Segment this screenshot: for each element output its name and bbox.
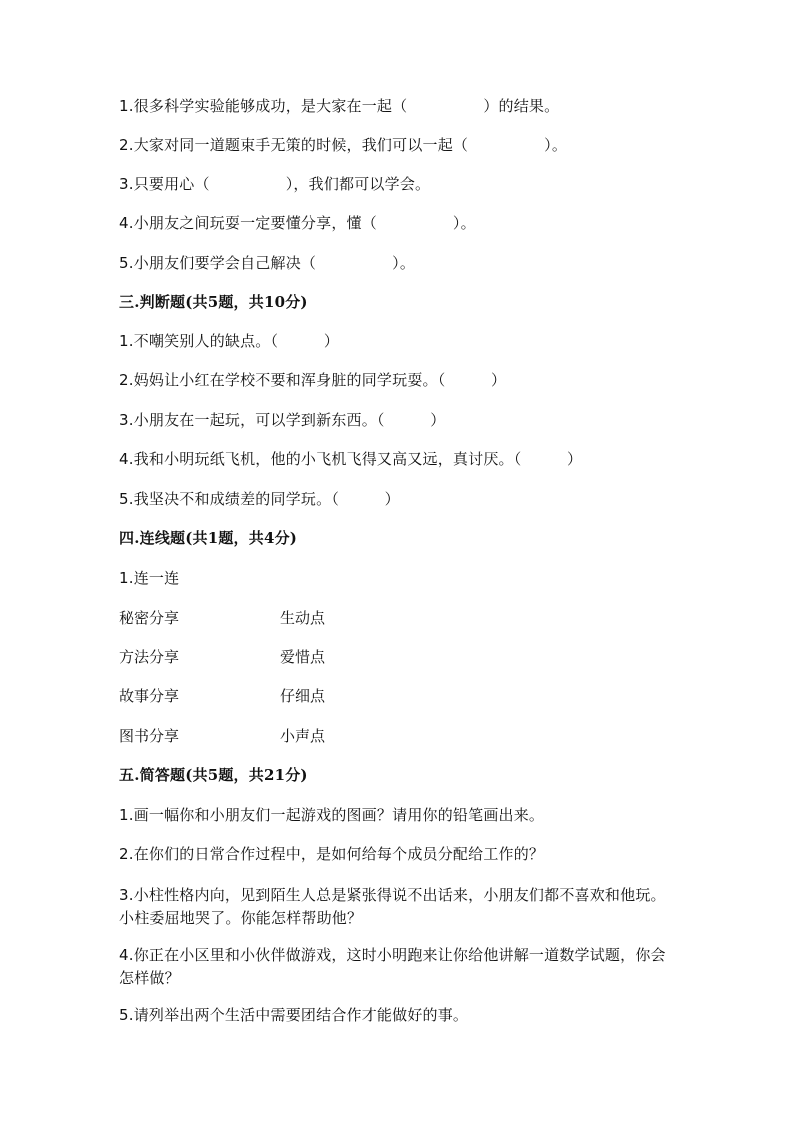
match-left-item-1: 秘密分享 [119, 609, 180, 627]
match-right-item-2: 爱惜点 [280, 648, 326, 666]
judge-item-1: 1.不嘲笑别人的缺点。（ ） [119, 332, 340, 350]
short-answer-item-1: 1.画一幅你和小朋友们一起游戏的图画？请用你的铅笔画出来。 [119, 806, 545, 824]
short-answer-item-5: 5.请列举出两个生活中需要团结合作才能做好的事。 [119, 1006, 469, 1024]
fill-blank-item-3: 3.只要用心（ ），我们都可以学会。 [119, 175, 431, 193]
match-left-item-3: 故事分享 [119, 687, 180, 705]
short-answer-item-4: 4.你正在小区里和小伙伴做游戏，这时小明跑来让你给他讲解一道数学试题，你会怎样做？ [119, 946, 666, 987]
section-heading-match: 四.连线题(共1题，共4分) [119, 529, 298, 547]
match-right-item-3: 仔细点 [280, 687, 326, 705]
section-heading-judge: 三.判断题(共5题，共10分) [119, 293, 308, 311]
judge-item-2: 2.妈妈让小红在学校不要和浑身脏的同学玩耍。（ ） [119, 371, 507, 389]
short-answer-item-2: 2.在你们的日常合作过程中，是如何给每个成员分配给工作的？ [119, 845, 545, 863]
match-left-item-2: 方法分享 [119, 648, 180, 666]
fill-blank-item-5: 5.小朋友们要学会自己解决（ ）。 [119, 254, 416, 272]
match-right-item-4: 小声点 [280, 727, 326, 745]
judge-item-3: 3.小朋友在一起玩，可以学到新东西。（ ） [119, 411, 446, 429]
judge-item-4: 4.我和小明玩纸飞机，他的小飞机飞得又高又远，真讨厌。（ ） [119, 450, 583, 468]
judge-item-5: 5.我坚决不和成绩差的同学玩。（ ） [119, 490, 400, 508]
fill-blank-item-2: 2.大家对同一道题束手无策的时候，我们可以一起（ ）。 [119, 136, 568, 154]
fill-blank-item-4: 4.小朋友之间玩耍一定要懂分享，懂（ ）。 [119, 214, 476, 232]
match-question: 1.连一连 [119, 569, 180, 587]
match-left-item-4: 图书分享 [119, 727, 180, 745]
section-heading-short-answer: 五.简答题(共5题，共21分) [119, 766, 308, 784]
match-right-item-1: 生动点 [280, 609, 326, 627]
fill-blank-item-1: 1.很多科学实验能够成功，是大家在一起（ ）的结果。 [119, 97, 560, 115]
short-answer-item-3: 3.小柱性格内向，见到陌生人总是紧张得说不出话来，小朋友们都不喜欢和他玩。小柱委屈地哭了。你能怎样帮助他？ [119, 886, 666, 927]
